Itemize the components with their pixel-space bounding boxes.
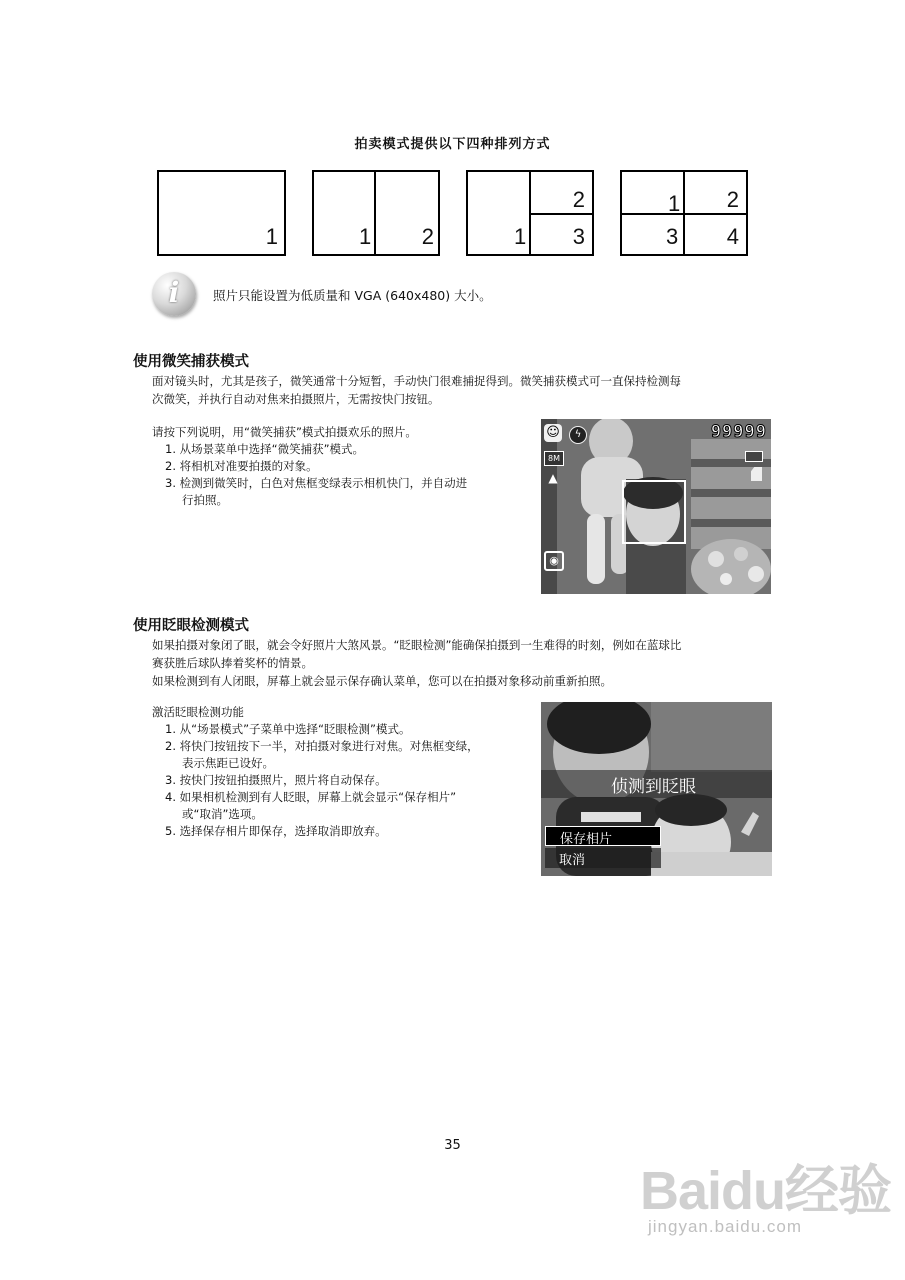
blink-steps [165,721,479,840]
layout-number: 2 [726,187,739,212]
section-heading-smile: 使用微笑捕获模式 [133,354,249,370]
shot-count: 99999 [710,422,767,442]
info-icon [152,272,196,316]
info-icon-glyph: i [168,276,180,309]
blink-banner-text: 侦测到眨眼 [611,777,696,797]
layout-diagram-single [157,170,286,256]
resolution-label: 8M [548,454,560,463]
watermark-brand: Baidu经验 [640,1161,892,1221]
blink-camera-screen [541,702,772,876]
layout-number: 1 [265,224,278,249]
paragraph-line: 次微笑，并执行自动对焦来拍摄照片，无需按快门按钮。 [152,392,440,406]
layout-caption: 拍卖模式提供以下四种排列方式 [354,137,551,152]
page-number: 35 [444,1138,461,1153]
list-item: 1. 从场景菜单中选择“微笑捕获”模式。 [165,442,365,456]
smile-instruction: 请按下列说明，用“微笑捕获”模式拍摄欢乐的照片。 [152,425,417,439]
layout-number: 3 [666,224,679,249]
layout-number: 1 [668,191,681,216]
layout-diagram-double [312,170,440,256]
layout-number: 2 [572,187,585,212]
face-detect-icon: ◉ [544,551,564,571]
smile-camera-screen [541,419,771,594]
paragraph-line: 如果检测到有人闭眼，屏幕上就会显示保存确认菜单，您可以在拍摄对象移动前重新拍照。 [152,674,612,688]
blink-instruction: 激活眨眼检测功能 [152,705,244,719]
memory-icon [751,467,762,481]
list-item: 表示焦距已设好。 [182,756,274,770]
list-item: 3. 检测到微笑时，白色对焦框变绿表示相机快门，并自动进 [165,476,468,490]
list-item: 2. 将相机对准要拍摄的对象。 [165,459,318,473]
save-photo-label: 保存相片 [560,832,613,847]
blink-intro [152,636,782,690]
resolution-icon [544,451,564,466]
list-item: 1. 从“场景模式”子菜单中选择“眨眼检测”模式。 [165,722,411,736]
paragraph-line: 如果拍摄对象闭了眼，就会令好照片大煞风景。“眨眼检测”能确保拍摄到一生难得的时刻，例如在蓝球比 [152,638,682,652]
list-item: 4. 如果相机检测到有人眨眼，屏幕上就会显示“保存相片” [165,790,457,804]
list-item: 5. 选择保存相片即保存，选择取消即放弃。 [165,824,387,838]
layout-number: 3 [572,224,585,249]
layout-number: 4 [726,224,739,249]
layout-number: 1 [359,224,372,249]
cancel-label: 取消 [559,853,586,868]
layout-number: 2 [421,224,434,249]
watermark-url: jingyan.baidu.com [648,1217,803,1236]
paragraph-line: 赛获胜后球队捧着奖杯的情景。 [152,656,313,670]
list-item: 2. 将快门按钮按下一半，对拍摄对象进行对焦。对焦框变绿， [165,739,479,753]
note-text: 照片只能设置为低质量和 VGA (640x480) 大小。 [213,288,492,303]
list-item: 3. 按快门按钮拍摄照片，照片将自动保存。 [165,773,387,787]
smile-mode-icon: ☺ [544,424,562,442]
smile-intro [152,372,782,408]
list-item: 或“取消”选项。 [182,807,263,821]
quality-icon: ▲ [548,471,558,485]
battery-icon [745,451,763,462]
layout-number: 1 [514,224,527,249]
focus-frame [622,480,686,544]
watermark-logo [640,1148,891,1225]
save-photo-option[interactable] [545,826,661,846]
flash-icon: ϟ [569,426,587,444]
list-item: 行拍照。 [182,493,228,507]
layout-diagram-quad [620,170,748,256]
section-heading-blink: 使用眨眼检测模式 [133,618,249,634]
layout-diagram-triple [466,170,594,256]
smile-steps [165,441,467,509]
cancel-option[interactable] [545,848,661,868]
paragraph-line: 面对镜头时，尤其是孩子，微笑通常十分短暂，手动快门很难捕捉得到。微笑捕获模式可一直保持检测每 [152,374,681,388]
